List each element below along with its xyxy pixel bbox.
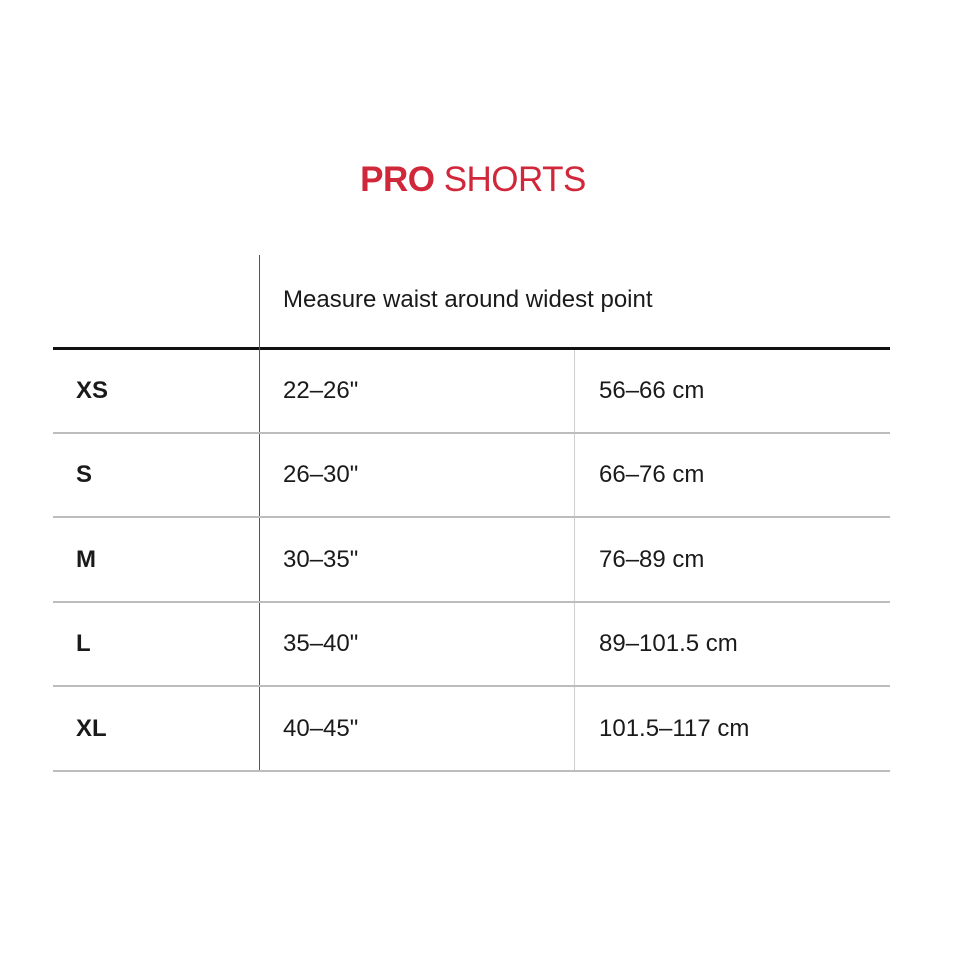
table-row (53, 603, 890, 687)
size-label: S (76, 461, 93, 488)
waist-inches: 35–40" (283, 630, 359, 657)
waist-cm: 89–101.5 cm (599, 630, 738, 657)
size-label: M (76, 546, 96, 573)
waist-cm: 101.5–117 cm (599, 715, 750, 742)
waist-cm: 76–89 cm (599, 546, 705, 573)
table-header (53, 255, 890, 349)
table-row (53, 688, 890, 772)
table-row (53, 519, 890, 603)
waist-inches: 30–35" (283, 546, 359, 573)
waist-inches: 26–30" (283, 461, 359, 488)
waist-inches: 22–26" (283, 377, 359, 404)
waist-cm: 56–66 cm (599, 377, 705, 404)
page-title (0, 158, 946, 202)
size-chart-table (53, 255, 890, 775)
row-divider (53, 685, 890, 687)
table-row (53, 434, 890, 518)
table-row (53, 350, 890, 434)
size-label: L (76, 630, 91, 657)
title-pro: PRO (360, 160, 435, 199)
header-measure-label: Measure waist around widest point (283, 286, 653, 313)
row-divider (53, 770, 890, 772)
size-label: XL (76, 715, 107, 742)
waist-cm: 66–76 cm (599, 461, 705, 488)
row-divider (53, 516, 890, 518)
waist-inches: 40–45" (283, 715, 359, 742)
title-shorts: SHORTS (443, 160, 586, 199)
size-label: XS (76, 377, 109, 404)
